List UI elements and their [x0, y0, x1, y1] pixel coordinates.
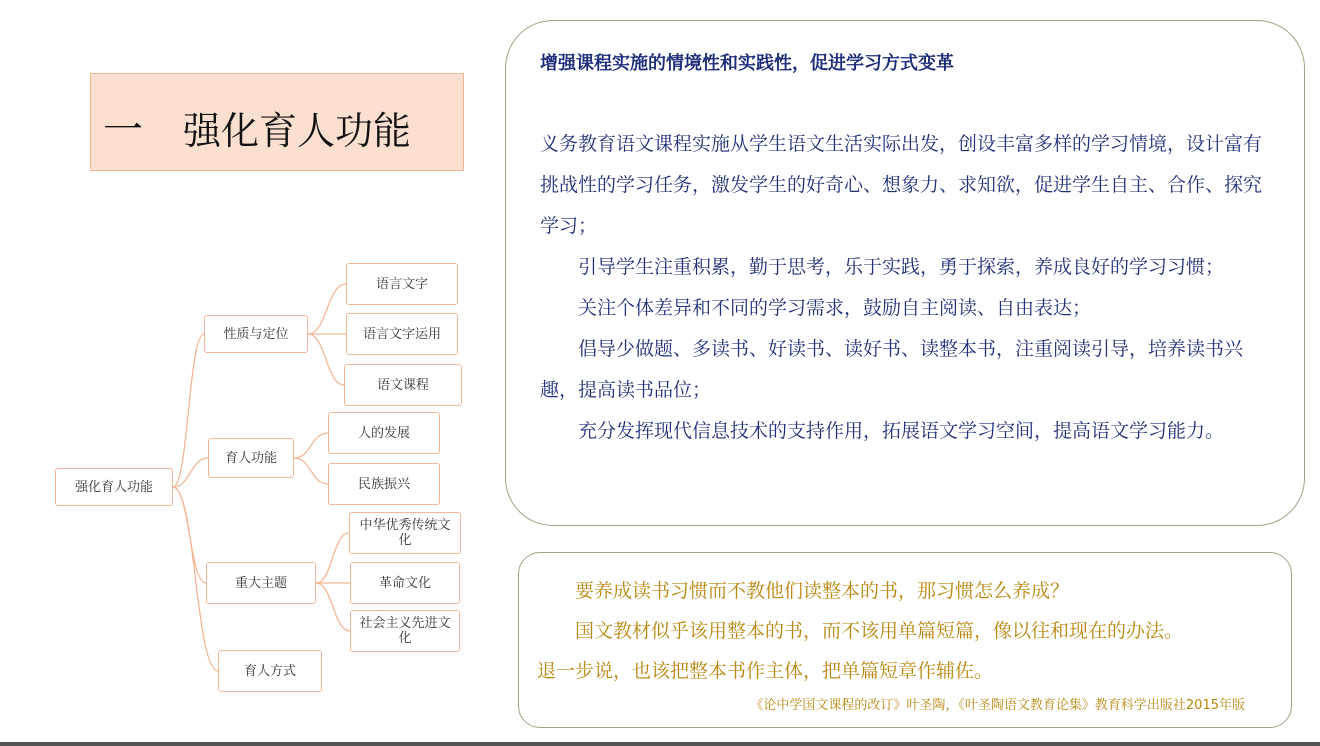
mindmap-connector [316, 533, 349, 583]
mindmap-leaf-language-use: 语言文字运用 [346, 313, 458, 355]
paragraph: 倡导少做题、多读书、好读书、读好书、读整本书，注重阅读引导，培养读书兴趣，提高读书品位； [540, 338, 1244, 401]
paragraph: 关注个体差异和不同的学习需求，鼓励自主阅读、自由表达； [578, 297, 1092, 319]
mindmap-leaf-chinese-course: 语文课程 [344, 364, 462, 406]
quote-line: 要养成读书习惯而不教他们读整本的书，那习惯怎么养成？ [575, 580, 1070, 602]
mindmap-leaf-socialist-culture: 社会主义先进文化 [350, 610, 460, 652]
panel-body [540, 124, 1280, 452]
paragraph: 引导学生注重积累，勤于思考，乐于实践，勇于探索，养成良好的学习习惯； [578, 256, 1225, 278]
quote-line: 退一步说，也该把整本书作主体，把单篇短章作辅佐。 [537, 660, 994, 682]
quote-line: 国文教材似乎该用整本的书，而不该用单篇短篇，像以往和现在的办法。 [575, 620, 1184, 642]
section-number: 一 [103, 107, 143, 153]
mindmap-connector [308, 284, 346, 334]
paragraph: 充分发挥现代信息技术的支持作用，拓展语文学习空间，提高语文学习能力。 [578, 420, 1225, 442]
panel-heading: 增强课程实施的情境性和实践性，促进学习方式变革 [540, 53, 954, 74]
mindmap-branch-method: 育人方式 [218, 650, 322, 692]
mindmap-leaf-traditional-culture: 中华优秀传统文化 [349, 512, 461, 554]
quote-citation: 《论中学国文课程的改订》叶圣陶，《叶圣陶语文教育论集》教育科学出版社2015年版 [750, 698, 1245, 713]
mindmap-connector [173, 458, 208, 487]
mindmap-branch-major-themes: 重大主题 [206, 562, 316, 604]
mindmap-connector [173, 334, 204, 487]
mindmap-root-node: 强化育人功能 [55, 468, 173, 506]
mindmap-leaf-language-text: 语言文字 [346, 263, 458, 305]
mindmap-connector [294, 433, 328, 458]
mindmap-connector [308, 334, 344, 385]
bottom-border [0, 742, 1320, 746]
mindmap-connector [316, 583, 350, 631]
section-title: 强化育人功能 [183, 109, 412, 153]
mindmap-branch-nature: 性质与定位 [204, 315, 308, 353]
practice-text-panel [505, 20, 1305, 526]
mindmap-connector [294, 458, 328, 484]
mindmap-branch-function: 育人功能 [208, 438, 294, 478]
mindmap-leaf-human-development: 人的发展 [328, 412, 440, 454]
quote-panel [518, 552, 1292, 728]
mindmap-leaf-national-rejuvenation: 民族振兴 [328, 463, 440, 505]
mindmap-leaf-revolutionary-culture: 革命文化 [350, 562, 460, 604]
paragraph: 义务教育语文课程实施从学生语文生活实际出发，创设丰富多样的学习情境，设计富有挑战性的学习任务，激发学生的好奇心、想象力、求知欲，促进学生自主、合作、探究学习； [540, 133, 1263, 237]
